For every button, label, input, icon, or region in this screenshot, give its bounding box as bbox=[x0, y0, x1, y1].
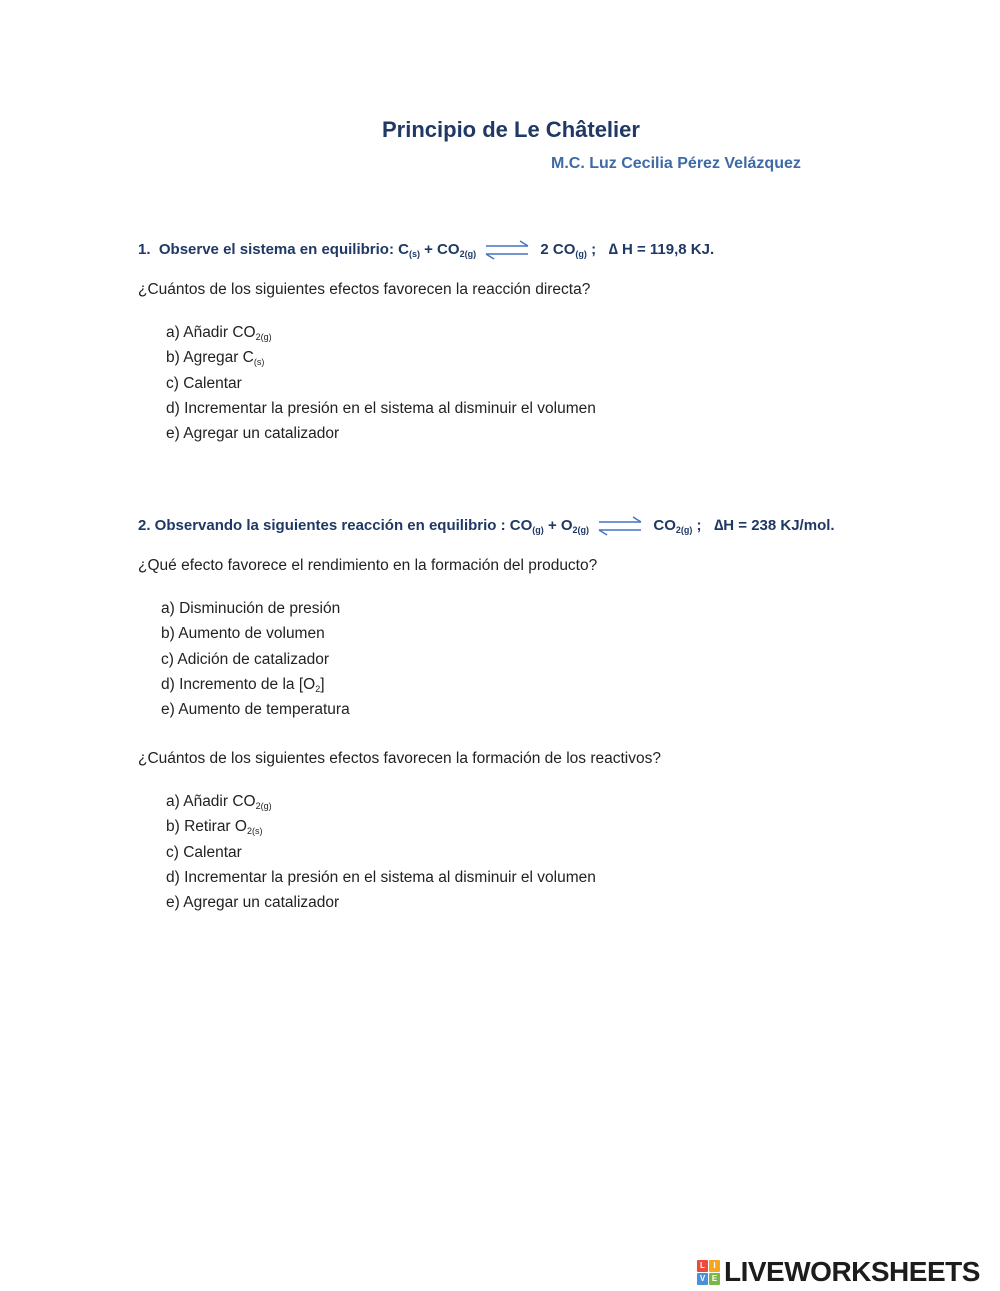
q1-product: 2 CO bbox=[540, 240, 576, 258]
q1-option-b-sub: (s) bbox=[253, 357, 265, 368]
q2-option-d-sub: 2 bbox=[315, 683, 321, 694]
q3-option-b-text: b) Retirar O bbox=[166, 818, 247, 836]
equilibrium-arrow-icon bbox=[484, 239, 530, 261]
q2-sub-2g: 2(g) bbox=[572, 524, 590, 535]
question-1-equation bbox=[138, 239, 714, 261]
logo-letter-e: E bbox=[709, 1273, 720, 1285]
logo-letter-l: L bbox=[697, 1260, 708, 1272]
q1-option-b-text: b) Agregar C bbox=[166, 349, 254, 367]
question-2-prompt: ¿Qué efecto favorece el rendimiento en la formación del producto? bbox=[138, 557, 598, 574]
q3-option-b[interactable] bbox=[166, 814, 596, 839]
q2-option-d[interactable] bbox=[161, 672, 350, 697]
q1-option-a[interactable] bbox=[166, 320, 596, 345]
question-2-options bbox=[161, 596, 350, 722]
delta-icon: ∆ bbox=[714, 516, 724, 534]
q1-enthalpy: H = 119,8 KJ. bbox=[617, 240, 715, 258]
logo-text: LIVEWORKSHEETS bbox=[724, 1256, 980, 1287]
q2-plus-o: + O bbox=[543, 516, 573, 534]
q2-sub-g: (g) bbox=[532, 524, 544, 535]
delta-icon: ∆ bbox=[608, 240, 618, 258]
logo-letter-v: V bbox=[697, 1273, 708, 1285]
q2-product: CO bbox=[653, 516, 676, 534]
q2-option-a[interactable]: a) Disminución de presión bbox=[161, 600, 341, 617]
q2-option-d-text: d) Incremento de la [O bbox=[161, 675, 316, 693]
q1-semicolon: ; bbox=[586, 240, 597, 258]
q1-sub-2g: 2(g) bbox=[459, 248, 477, 259]
q1-sub-g: (g) bbox=[575, 248, 587, 259]
q2-option-e[interactable]: e) Aumento de temperatura bbox=[161, 701, 350, 719]
q2-option-c[interactable]: c) Adición de catalizador bbox=[161, 650, 330, 668]
q1-option-d[interactable]: d) Incrementar la presión en el sistema al disminuir el volumen bbox=[166, 399, 596, 417]
q2-enthalpy: H = 238 KJ/mol. bbox=[723, 516, 835, 534]
q1-lead: Observe el sistema en equilibrio: C bbox=[158, 240, 409, 258]
question-2-equation bbox=[138, 515, 835, 537]
q1-plus-co: + CO bbox=[419, 240, 460, 258]
q1-option-a-sub: 2(g) bbox=[255, 332, 272, 342]
q3-option-e[interactable]: e) Agregar un catalizador bbox=[166, 894, 340, 912]
q1-option-c[interactable]: c) Calentar bbox=[166, 374, 242, 392]
q3-option-a-sub: 2(g) bbox=[255, 801, 272, 811]
q2-option-b[interactable]: b) Aumento de volumen bbox=[161, 625, 325, 643]
q3-option-b-sub: 2(s) bbox=[246, 826, 263, 837]
q2-product-sub: 2(g) bbox=[675, 524, 693, 535]
question-1-prompt: ¿Cuántos de los siguientes efectos favorecen la reacción directa? bbox=[138, 281, 591, 298]
q1-option-b[interactable] bbox=[166, 345, 596, 370]
question-3-options bbox=[166, 789, 596, 915]
logo-mark-icon bbox=[697, 1260, 720, 1285]
q1-option-a-text: a) Añadir CO bbox=[166, 324, 256, 341]
q1-option-e[interactable]: e) Agregar un catalizador bbox=[166, 425, 340, 443]
q3-option-a-text: a) Añadir CO bbox=[166, 793, 256, 810]
q1-number: 1. bbox=[138, 240, 151, 258]
q3-option-c[interactable]: c) Calentar bbox=[166, 843, 242, 861]
q3-option-d[interactable]: d) Incrementar la presión en el sistema al disminuir el volumen bbox=[166, 868, 596, 886]
page-title: Principio de Le Châtelier bbox=[382, 117, 640, 142]
q3-option-a[interactable] bbox=[166, 789, 596, 814]
author-name: M.C. Luz Cecilia Pérez Velázquez bbox=[551, 155, 801, 172]
q2-option-d-close: ] bbox=[320, 675, 325, 693]
logo-letter-i: I bbox=[709, 1260, 720, 1272]
equilibrium-arrow-icon bbox=[597, 515, 643, 537]
liveworksheets-logo bbox=[697, 1256, 980, 1288]
q2-lead: 2. Observando la siguientes reacción en equilibrio : CO bbox=[138, 516, 533, 534]
question-1-options bbox=[166, 320, 596, 446]
q1-sub-s: (s) bbox=[408, 248, 420, 259]
question-3-prompt: ¿Cuántos de los siguientes efectos favorecen la formación de los reactivos? bbox=[138, 750, 661, 767]
q2-semicolon: ; bbox=[692, 516, 702, 534]
